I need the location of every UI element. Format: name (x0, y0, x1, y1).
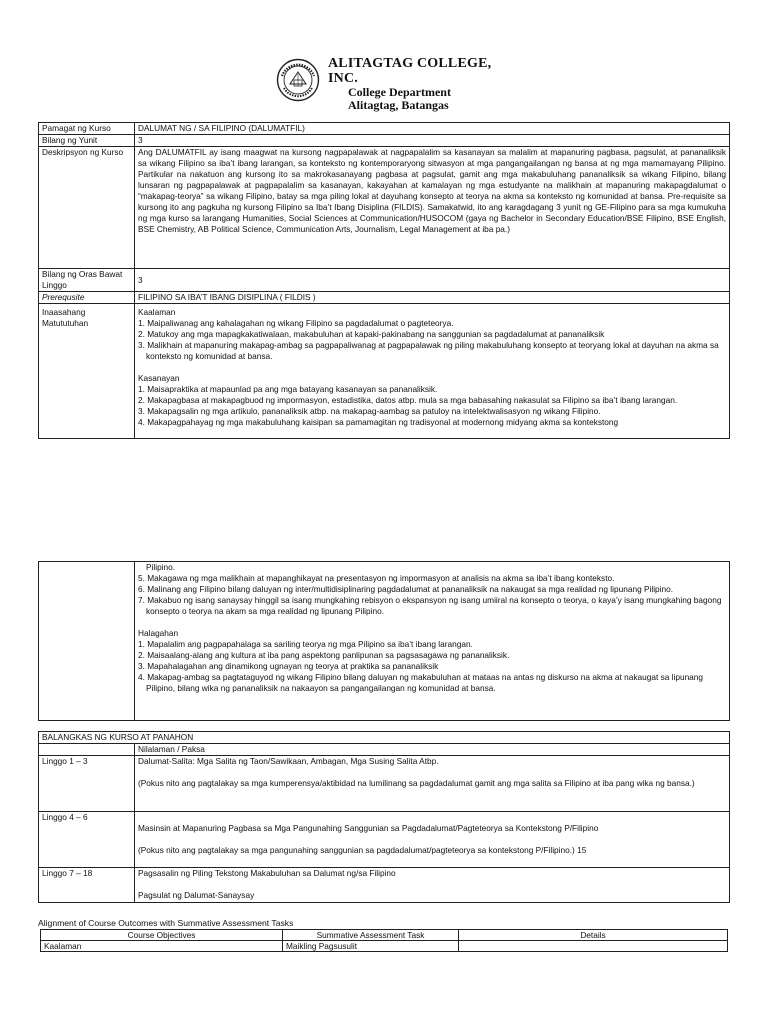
units-value: 3 (135, 135, 730, 147)
document-header (276, 56, 506, 112)
table-row (39, 123, 730, 135)
units-label: Bilang ng Yunit (39, 135, 135, 147)
list-item: 2. Matukoy ang mga mapagkakatiwalaan, makabuluhan at kapaki-pakinabang na sanggunian sa pagdadalumat at pananaliksik (138, 329, 605, 339)
column-header: Details (459, 930, 728, 941)
list-item: 2. Makapagbasa at makapagbuod ng impormasyon, estadistika, datos atbp. mula sa mga babasahing nakasulat sa Filipino sa iba’t ibang larangan. (138, 395, 678, 405)
list-item: 3. Malikhain at mapanuring makapag-ambag sa pagpapaliwanag at pagpapalawak ng piling makabuluhang konsepto at teoryang lokal at dayuhan na akma sa konteksto ng komunidad at bansa. (138, 340, 719, 361)
column-header: Course Objectives (41, 930, 283, 941)
table-row (39, 562, 730, 721)
table-cell (459, 941, 728, 952)
kaalaman-heading: Kaalaman (138, 307, 176, 317)
table-row (39, 269, 730, 292)
course-title-label: Pamagat ng Kurso (39, 123, 135, 135)
hours-label: Bilang ng Oras Bawat Linggo (39, 269, 135, 292)
topic-note: (Pokus nito ang pagtalakay sa mga kumperensya/aktibidad na lumilinang sa pagdadalumat gamit ang mga salita sa Filipino at iba pang wika ng bansa.) (138, 778, 695, 788)
outline-heading: BALANGKAS NG KURSO AT PANAHON (39, 732, 730, 744)
college-address: Alitagtag, Batangas (348, 98, 449, 112)
list-item: 1. Maisapraktika at mapaunlad pa ang mga batayang kasanayan sa pananaliksik. (138, 384, 438, 394)
outcomes-continuation-table (38, 561, 730, 721)
topic-title: Masinsin at Mapanuring Pagbasa sa Mga Pangunahing Sanggunian sa Pagdadalumat/Pagteteorya sa Kontekstong P/Filipino (138, 823, 599, 833)
table-row (39, 135, 730, 147)
prerequisite-value: FILIPINO SA IBA’T IBANG DISIPLINA ( FILDIS ) (135, 292, 730, 304)
table-row (39, 756, 730, 812)
table-row (39, 304, 730, 439)
course-info-table (38, 122, 730, 439)
list-item: 7. Makabuo ng isang sanaysay hinggil sa isang mungkahing rebisyon o ekspansyon ng isang umiiral na konsepto o teorya, o kaya’y isang mungkahing bagong konsepto o teorya na akam sa mga realidad ng lipunang Pilipino. (138, 595, 722, 616)
outline-subheading: Nilalaman / Paksa (135, 744, 730, 756)
course-outline-table (38, 731, 730, 903)
table-row (39, 147, 730, 269)
table-row (41, 941, 728, 952)
outcomes-label: Inaasahang Matututuhan (39, 304, 135, 439)
topic-title: Pagsasalin ng Piling Tekstong Makabuluhan sa Dalumat ng/sa Filipino (138, 868, 396, 878)
week-label: Linggo 1 – 3 (39, 756, 135, 812)
list-item: 1. Mapalalim ang pagpapahalaga sa sariling teorya ng mga Pilipino sa iba’t ibang larangan. (138, 639, 473, 649)
college-name: ALITAGTAG COLLEGE, INC. (328, 56, 492, 86)
week-label: Linggo 7 – 18 (39, 868, 135, 903)
list-item: 4. Makapag-ambag sa pagtataguyod ng wikang Filipino bilang daluyan ng makabuluhan at mataas na antas ng diskurso na akma at nakaugat sa lipunang Pilipino, bilang wika ng pananaliksik na nakaayon sa pangangailangan ng komunidad at bansa. (138, 672, 704, 693)
table-row (39, 292, 730, 304)
list-item: 4. Makapagpahayag ng mga makabuluhang kaisipan sa pamamagitan ng tradisyonal at modernong midyang akma sa kontekstong (138, 417, 619, 427)
description-value: Ang DALUMATFIL ay isang maagwat na kursong nagpapalawak at nagpapalalim sa kasanayan sa malalim at mapanuring pagbasa, pagsulat, at pananaliksik sa wikang Filipino sa iba’t ibang larangan, sa konteksto ng kontemporaryong sitwasyon at mga pangangailangan ng bansa at ng mga mamamayang Pilipino. Partikular na nakatuon ang kursong ito sa makrokasanayang pagbasa at pagsulat, gamit ang mga makabuluhang pananaliksik sa wikang Filipino, bilang lunsaran ng pagpapalawak at pagpapalalim sa kasanayan, kakayahan at kamalayan ng mga estudyante na malikhain at mapanuring makapagdalumat o “makapag-teorya” sa wikang Filipino, batay sa mga piling lokal at dayuhang konsepto at teorya na akma sa konteksto ng komunidad at bansa. Pre-requisite sa kursong ito ang pagkuha ng kursong Filipino sa Iba’t Ibang Disiplina (FILDIS). Samakatwid, ito ang karagdagang 3 yunit ng GE-Filipino para sa mga kumukuha ng mga kurso sa larangang Humanities, Social Sciences at Communication/HUSOCOM (gaya ng Bachelor in Secondary Education/BSE Filipino, BSE English, BSE Chemistry, AB Political Science, Communication Arts, Journalism, Legal Management at iba pa.) (135, 147, 730, 269)
kasanayan-heading: Kasanayan (138, 373, 180, 383)
table-cell: Maikling Pagsusulit (283, 941, 459, 952)
halagahan-heading: Halagahan (138, 628, 179, 638)
list-item: 5. Makagawa ng mga malikhain at mapanghikayat na presentasyon ng impormasyon at analisis na akma sa iba’t ibang konteksto. (138, 573, 615, 583)
college-seal-icon (276, 58, 320, 102)
table-cell: Kaalaman (41, 941, 283, 952)
table-row (39, 868, 730, 903)
prerequisite-label: Prerequsite (39, 292, 135, 304)
table-header-row (41, 930, 728, 941)
column-header: Summative Assessment Task (283, 930, 459, 941)
alignment-table (40, 929, 728, 952)
hours-value: 3 (135, 269, 730, 292)
topic-note: Pagsulat ng Dalumat-Sanaysay (138, 890, 255, 900)
list-item: 3. Mapahalagahan ang dinamikong ugnayan ng teorya at praktika sa pananaliksik (138, 661, 439, 671)
list-item: 3. Makapagsalin ng mga artikulo, pananaliksik atbp. na makapag-aambag sa patuloy na intelektwalisasyon ng wikang Filipino. (138, 406, 601, 416)
alignment-caption: Alignment of Course Outcomes with Summative Assessment Tasks (38, 918, 294, 928)
description-label: Deskripsyon ng Kurso (39, 147, 135, 269)
list-item: Pilipino. (146, 562, 176, 572)
list-item: 6. Malinang ang Filipino bilang daluyan ng inter/multidisiplinaring pagdadalumat at pananaliksik na nakaugat sa mga realidad ng lipunang Pilipino. (138, 584, 674, 594)
topic-title: Dalumat-Salita: Mga Salita ng Taon/Sawikaan, Ambagan, Mga Susing Salita Atbp. (138, 756, 439, 766)
week-label: Linggo 4 – 6 (39, 812, 135, 868)
table-row (39, 812, 730, 868)
list-item: 1. Maipaliwanag ang kahalagahan ng wikang Filipino sa pagdadalumat o pagteteorya. (138, 318, 454, 328)
course-title-value: DALUMAT NG / SA FILIPINO (DALUMATFIL) (135, 123, 730, 135)
table-row (39, 744, 730, 756)
table-row (39, 732, 730, 744)
topic-note: (Pokus nito ang pagtalakay sa mga pangunahing sanggunian sa pagdadalumat/pagteteorya sa kontekstong P/Filipino.) 15 (138, 845, 587, 855)
list-item: 2. Maisaalang-alang ang kultura at iba pang aspektong panlipunan sa pagsasagawa ng pananaliksik. (138, 650, 510, 660)
department-name: College Department (348, 85, 451, 99)
